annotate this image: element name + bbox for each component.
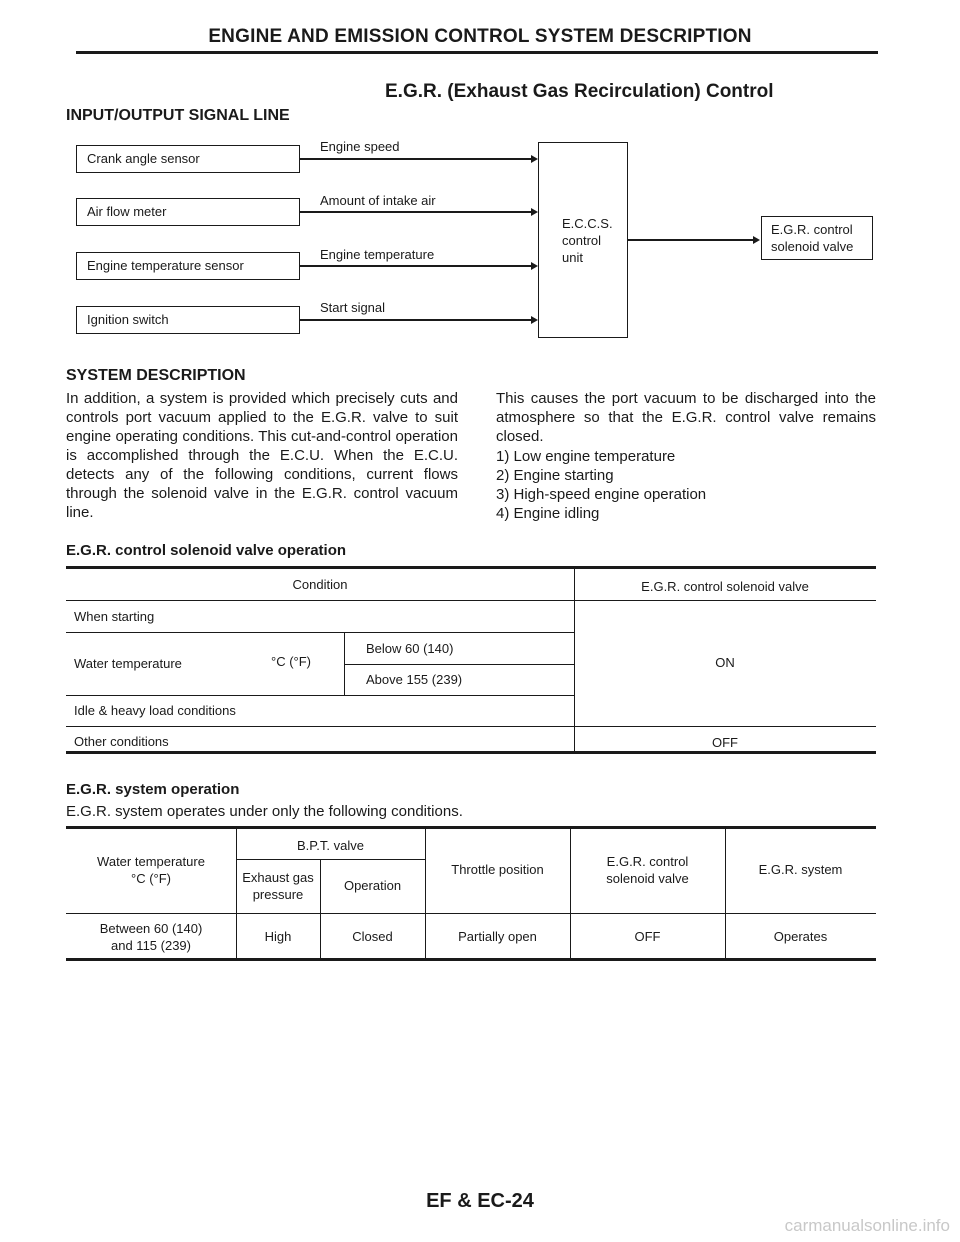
arrow-to-valve: [628, 239, 758, 241]
header-valve: E.G.R. control solenoid valve: [641, 579, 809, 594]
h-exhaust-gas: Exhaust gas pressure: [242, 870, 314, 902]
arrow-engine-temp: [300, 265, 536, 267]
r-water-temp: Between 60 (140) and 115 (239): [99, 921, 203, 953]
solenoid-table-title: E.G.R. control solenoid valve operation: [66, 542, 347, 559]
h-solenoid: E.G.R. control solenoid valve: [606, 854, 689, 886]
list-item: 1) Low engine temperature: [496, 448, 676, 465]
watermark: carmanualsonline.info: [784, 1216, 950, 1235]
h-egr-system: E.G.R. system: [758, 862, 843, 877]
system-description-title: SYSTEM DESCRIPTION: [66, 367, 246, 384]
section-title: E.G.R. (Exhaust Gas Recirculation) Control: [385, 81, 774, 102]
condition-list: [496, 447, 706, 523]
row-other: Other conditions: [74, 734, 169, 749]
solenoid-valve-box: E.G.R. control solenoid valve: [761, 216, 873, 260]
page-number: EF & EC-24: [426, 1190, 534, 1212]
row-idle: Idle & heavy load conditions: [74, 703, 236, 718]
signal-intake-air: Amount of intake air: [320, 193, 436, 208]
row-water-temp: Water temperature: [74, 656, 182, 671]
page-header: ENGINE AND EMISSION CONTROL SYSTEM DESCRIPTION: [208, 26, 752, 47]
list-item: 3) High-speed engine operation: [496, 486, 707, 503]
io-heading: INPUT/OUTPUT SIGNAL LINE: [66, 107, 290, 124]
signal-start: Start signal: [320, 300, 386, 315]
sensor-ignition: Ignition switch: [76, 306, 300, 334]
sensor-air-flow: Air flow meter: [76, 198, 300, 226]
cell-above: Above 155 (239): [366, 672, 463, 687]
value-on: ON: [715, 655, 735, 670]
r-egr-system: Operates: [773, 929, 828, 944]
ecu-label: E.C.C.S. control unit: [562, 216, 613, 265]
arrow-engine-speed: [300, 158, 536, 160]
header-condition: Condition: [292, 577, 348, 592]
row-when-starting: When starting: [74, 609, 155, 624]
r-solenoid: OFF: [634, 929, 661, 944]
r-operation: Closed: [352, 929, 393, 944]
signal-engine-speed: Engine speed: [320, 139, 400, 154]
h-water-temp: Water temperature °C (°F): [97, 854, 205, 886]
r-throttle: Partially open: [458, 929, 537, 944]
header-rule: [76, 51, 878, 54]
h-bpt-valve: B.P.T. valve: [297, 838, 364, 853]
egr-table-title: E.G.R. system operation: [66, 781, 240, 798]
sensor-crank-angle: Crank angle sensor: [76, 145, 300, 173]
h-operation: Operation: [343, 878, 402, 893]
r-exhaust: High: [264, 929, 292, 944]
value-off: OFF: [712, 735, 738, 750]
row-water-unit: °C (°F): [271, 654, 311, 669]
signal-engine-temp: Engine temperature: [320, 247, 435, 262]
sensor-engine-temp: Engine temperature sensor: [76, 252, 300, 280]
h-throttle: Throttle position: [451, 862, 544, 877]
description-left: In addition, a system is provided which precisely cuts and controls port vacuum applied to the E.G.R. valve to suit engine operating conditions. This cut-and-control operation is accomplished through the E.C.U. When the E.C.U. detects any of the following conditions, current flows through the solenoid valve in the E.G.R. control vacuum line.: [66, 390, 458, 521]
list-item: 2) Engine starting: [496, 467, 614, 484]
list-item: 4) Engine idling: [496, 505, 600, 522]
arrow-intake-air: [300, 211, 536, 213]
arrow-start: [300, 319, 536, 321]
egr-table-subtitle: E.G.R. system operates under only the following conditions.: [66, 803, 463, 820]
cell-below: Below 60 (140): [366, 641, 454, 656]
description-right: This causes the port vacuum to be discharged into the atmosphere so that the E.G.R. control valve remains closed.: [496, 390, 876, 445]
